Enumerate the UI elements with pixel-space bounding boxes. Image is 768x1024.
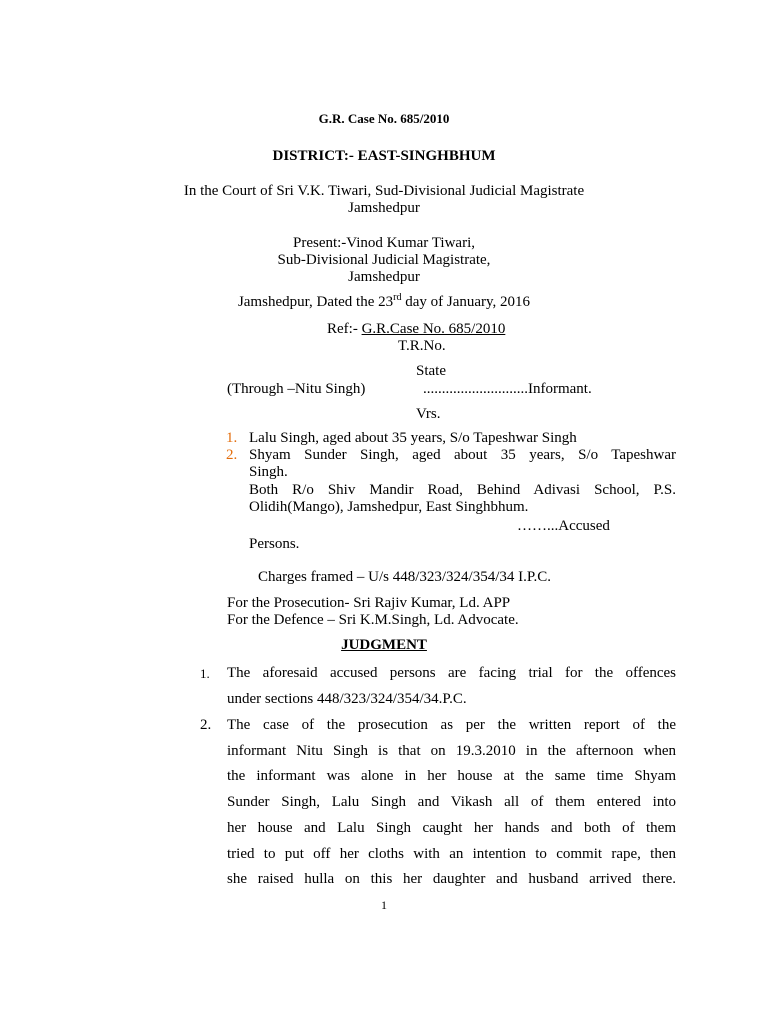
state-label: State: [416, 363, 446, 379]
reference-label: Ref:-: [327, 321, 362, 337]
paragraph-number-2: 2.: [200, 717, 212, 733]
paragraph-2-line: the informant was alone in her house at the same time Shyam: [227, 768, 676, 785]
court-line-1: In the Court of Sri V.K. Tiwari, Sud-Divisional Judicial Magistrate: [183, 183, 585, 199]
dated-superscript: rd: [393, 292, 402, 303]
present-line-2: Sub-Divisional Judicial Magistrate,: [277, 252, 491, 268]
accused-number-1: 1.: [226, 430, 238, 446]
dated-suffix: day of January, 2016: [401, 294, 531, 310]
paragraph-number-1: 1.: [200, 666, 210, 681]
dated-line: [0, 293, 768, 311]
accused-number-2: 2.: [226, 447, 238, 463]
district-heading: DISTRICT:- EAST-SINGHBHUM: [272, 148, 496, 164]
judgment-heading: JUDGMENT: [341, 637, 427, 653]
prosecution-line: For the Prosecution- Sri Rajiv Kumar, Ld. APP: [227, 595, 511, 611]
present-line-1: Present:-Vinod Kumar Tiwari,: [292, 235, 475, 251]
tr-number: T.R.No.: [398, 338, 446, 354]
charges-line: Charges framed – U/s 448/323/324/354/34 I.P.C.: [258, 569, 552, 585]
paragraph-2-line: tried to put off her cloths with an intention to commit rape, then: [227, 845, 676, 862]
defence-line: For the Defence – Sri K.M.Singh, Ld. Advocate.: [227, 612, 519, 628]
dated-prefix: Jamshedpur, Dated the 23: [237, 294, 394, 310]
accused-label: ……...Accused: [517, 518, 610, 534]
reference-value: G.R.Case No. 685/2010: [361, 321, 506, 337]
court-line-2: Jamshedpur: [348, 200, 420, 216]
paragraph-2: [227, 713, 676, 893]
paragraph-2-line: her house and Lalu Singh caught her hands and both of them: [227, 819, 676, 836]
paragraph-1-line: under sections 448/323/324/354/34.P.C.: [227, 690, 467, 707]
accused-line-2-cont: Singh.: [249, 464, 288, 480]
paragraph-2-line: Sunder Singh, Lalu Singh and Vikash all of them entered into: [227, 794, 676, 811]
address-line-1: Both R/o Shiv Mandir Road, Behind Adivasi School, P.S.: [249, 482, 676, 498]
paragraph-1-line: The aforesaid accused persons are facing trial for the offences: [227, 665, 676, 681]
informant-label: ............................Informant.: [423, 381, 592, 397]
accused-line-2: Shyam Sunder Singh, aged about 35 years, S/o Tapeshwar: [249, 447, 676, 463]
paragraph-2-line: she raised hulla on this her daughter and husband arrived there.: [227, 871, 676, 888]
paragraph-2-line: informant Nitu Singh is that on 19.3.2010 in the afternoon when: [227, 742, 676, 759]
case-number-heading: G.R. Case No. 685/2010: [318, 111, 450, 126]
paragraph-1: [227, 661, 676, 712]
reference-line: [327, 320, 505, 338]
versus-label: Vrs.: [416, 406, 441, 422]
page-number: 1: [381, 898, 387, 912]
paragraph-2-line: The case of the prosecution as per the written report of the: [227, 717, 676, 733]
persons-label: Persons.: [249, 536, 300, 552]
through-informant: (Through –Nitu Singh): [227, 381, 366, 397]
address-line-2: Olidih(Mango), Jamshedpur, East Singhbhum.: [249, 499, 529, 515]
present-line-3: Jamshedpur: [348, 269, 420, 285]
accused-line-1: Lalu Singh, aged about 35 years, S/o Tapeshwar Singh: [249, 430, 577, 446]
